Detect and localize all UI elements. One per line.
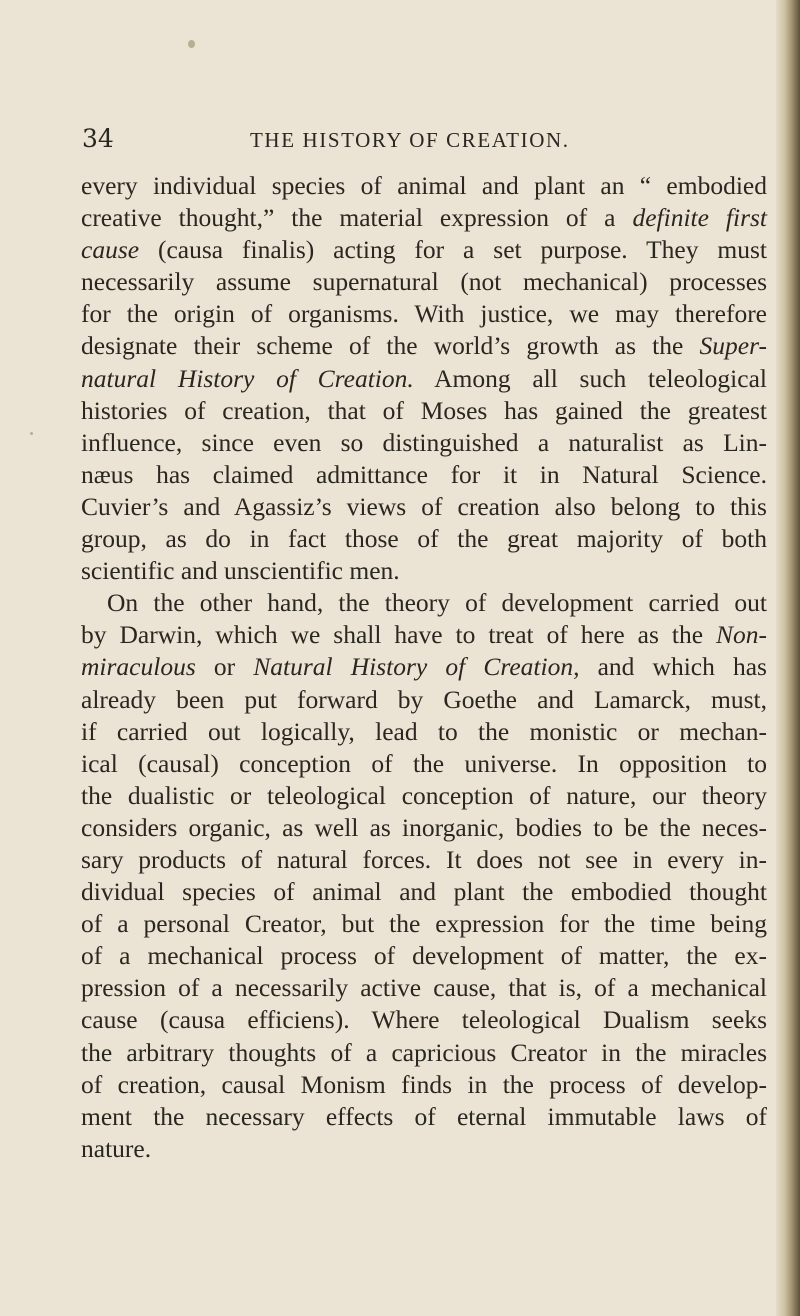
text-run: or — [195, 652, 254, 682]
text-run: necessarily assume supernatural (not mechanical) processes — [81, 267, 767, 297]
italic-text: definite first — [632, 203, 768, 233]
text-run: On the other hand, the theory of development carried out — [107, 588, 767, 618]
text-line — [81, 202, 767, 234]
text-line — [81, 395, 767, 427]
text-line — [81, 459, 767, 491]
text-run: sary products of natural forces. It does not see in every in- — [81, 844, 767, 874]
text-line — [81, 266, 767, 298]
text-run: by Darwin, which we shall have to treat of here as the — [81, 620, 716, 650]
text-run: if carried out logically, lead to the monistic or mechan- — [81, 716, 767, 746]
text-run: scientific and unscientific men. — [81, 556, 400, 586]
text-run: of a personal Creator, but the expression for the time being — [81, 909, 767, 939]
paper-speck — [30, 432, 33, 435]
italic-text: cause — [81, 235, 140, 265]
text-line — [81, 812, 767, 844]
text-run: influence, since even so distinguished a naturalist as Lin- — [81, 427, 767, 457]
text-run: ical (causal) conception of the universe. In opposition to — [81, 748, 767, 778]
text-run: histories of creation, that of Moses has gained the greatest — [81, 395, 767, 425]
italic-text: Non- — [716, 620, 767, 650]
text-line — [81, 1133, 767, 1165]
text-line — [81, 234, 767, 266]
text-line — [81, 363, 767, 395]
text-line — [81, 908, 767, 940]
text-run: pression of a necessarily active cause, that is, of a mechanical — [81, 973, 767, 1003]
paragraph — [81, 170, 767, 587]
text-line — [81, 876, 767, 908]
text-line — [81, 684, 767, 716]
text-line — [81, 716, 767, 748]
italic-text: natural History of Creation. — [81, 363, 414, 393]
text-line — [81, 330, 767, 362]
text-line — [81, 619, 767, 651]
text-line — [81, 748, 767, 780]
text-run: for the origin of organisms. With justice, we may therefore — [81, 299, 767, 329]
text-line — [81, 1037, 767, 1069]
text-line — [81, 972, 767, 1004]
paper-speck — [188, 40, 195, 48]
text-run: and which has — [579, 652, 767, 682]
text-run: considers organic, as well as inorganic, bodies to be the neces- — [81, 812, 767, 842]
text-run: the dualistic or teleological conception of nature, our theory — [81, 780, 767, 810]
page-number: 34 — [82, 124, 114, 153]
running-head: THE HISTORY OF CREATION. — [250, 128, 570, 152]
text-run: (causa finalis) acting for a set purpose. They must — [139, 235, 767, 265]
text-line — [81, 170, 767, 202]
text-line — [81, 491, 767, 523]
italic-text: Super- — [699, 331, 767, 361]
text-run: nature. — [81, 1133, 152, 1163]
page-header — [0, 124, 776, 164]
body-text — [81, 170, 767, 1165]
text-line — [81, 1004, 767, 1036]
text-line — [81, 780, 767, 812]
text-run: cause (causa efficiens). Where teleological Dualism seeks — [81, 1005, 767, 1035]
text-run: the arbitrary thoughts of a capricious Creator in the miracles — [81, 1037, 767, 1067]
italic-text: Natural History of Creation, — [253, 652, 580, 682]
page-edge-shadow — [776, 0, 800, 1316]
text-line — [81, 1101, 767, 1133]
text-line — [81, 940, 767, 972]
text-run: of a mechanical process of development of matter, the ex- — [81, 941, 767, 971]
text-run: group, as do in fact those of the great majority of both — [81, 524, 767, 554]
text-run: ment the necessary effects of eternal immutable laws of — [81, 1101, 767, 1131]
text-line — [81, 587, 767, 619]
text-run: already been put forward by Goethe and Lamarck, must, — [81, 684, 767, 714]
text-run: dividual species of animal and plant the embodied thought — [81, 877, 767, 907]
text-run: designate their scheme of the world’s growth as the — [81, 331, 700, 361]
text-line — [81, 427, 767, 459]
text-run: every individual species of animal and plant an “ embodied — [81, 171, 767, 200]
text-run: Among all such teleological — [413, 363, 767, 393]
text-run: of creation, causal Monism finds in the process of develop- — [81, 1069, 767, 1099]
text-line — [81, 555, 767, 587]
text-run: creative thought,” the material expression of a — [81, 203, 633, 233]
text-run: næus has claimed admittance for it in Natural Science. — [81, 459, 767, 489]
paragraph — [81, 587, 767, 1165]
text-line — [81, 298, 767, 330]
text-run: Cuvier’s and Agassiz’s views of creation also belong to this — [81, 491, 767, 521]
italic-text: miraculous — [81, 652, 196, 682]
text-line — [81, 1069, 767, 1101]
text-line — [81, 523, 767, 555]
text-line — [81, 844, 767, 876]
text-line — [81, 651, 767, 683]
